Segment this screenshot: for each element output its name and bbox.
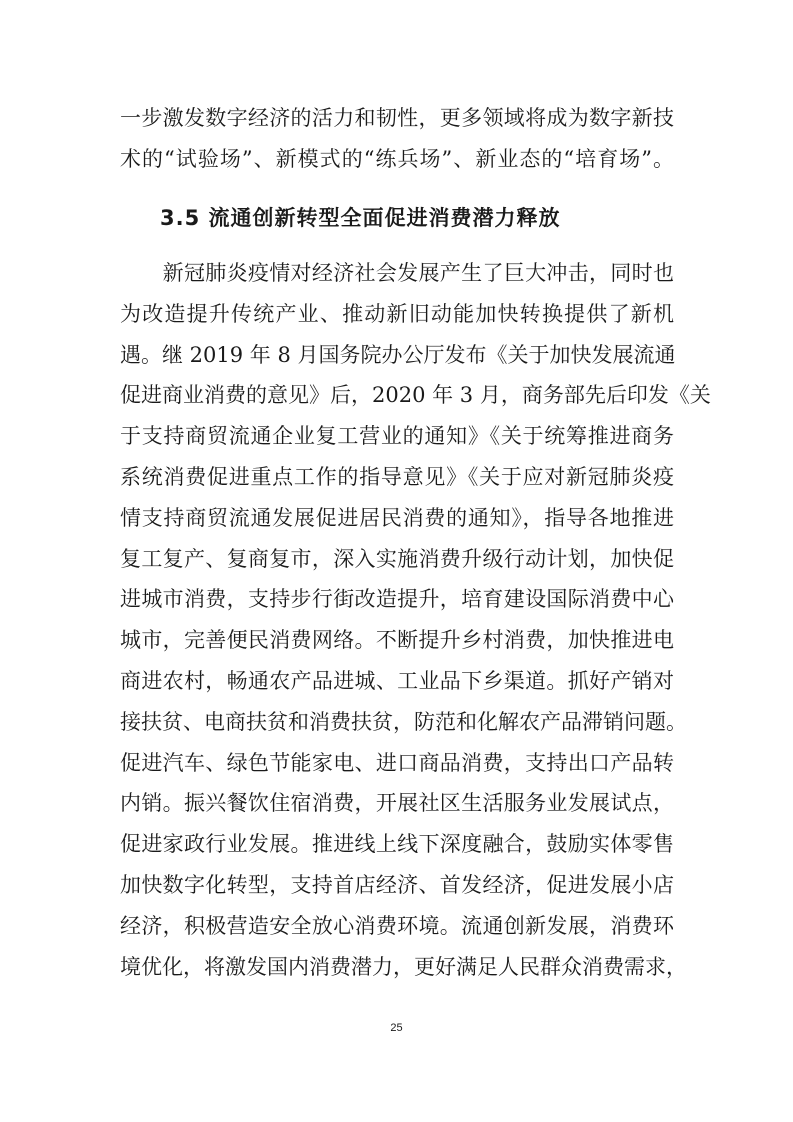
section-heading: 3.5 流通创新转型全面促进消费潜力释放 <box>160 206 561 230</box>
body-text-line: 加快数字化转型，支持首店经济、首发经济，促进发展小店 <box>120 873 674 897</box>
body-text-line: 遇。继 2019 年 8 月国务院办公厅发布《关于加快发展流通 <box>120 342 676 367</box>
page-number: 25 <box>390 1022 403 1034</box>
body-text-line: 情支持商贸流通发展促进居民消费的通知》，指导各地推进 <box>120 505 674 530</box>
body-text-line: 术的“试验场”、新模式的“练兵场”、新业态的“培育场”。 <box>120 147 674 171</box>
body-text-line: 促进汽车、绿色节能家电、进口商品消费，支持出口产品转 <box>120 750 674 775</box>
body-text-line: 一步激发数字经济的活力和韧性，更多领域将成为数字新技 <box>120 106 674 130</box>
body-text-line: 促进家政行业发展。推进线上线下深度融合，鼓励实体零售 <box>120 832 674 857</box>
body-text-line: 复工复产、复商复市，深入实施消费升级行动计划，加快促 <box>120 546 674 571</box>
body-text-line: 系统消费促进重点工作的指导意见》《关于应对新冠肺炎疫 <box>120 465 674 489</box>
body-text-line: 城市，完善便民消费网络。不断提升乡村消费，加快推进电 <box>120 628 674 653</box>
body-text-line: 境优化，将激发国内消费潜力，更好满足人民群众消费需求， <box>120 954 687 979</box>
body-text-line: 新冠肺炎疫情对经济社会发展产生了巨大冲击，同时也 <box>120 261 674 285</box>
body-text-line: 进城市消费，支持步行街改造提升，培育建设国际消费中心 <box>120 587 674 612</box>
body-text-line: 经济，积极营造安全放心消费环境。流通创新发展，消费环 <box>120 913 674 938</box>
body-text-line: 为改造提升传统产业、推动新旧动能加快转换提供了新机 <box>120 301 674 326</box>
body-text-line: 促进商业消费的意见》后，2020 年 3 月，商务部先后印发《关 <box>120 383 711 408</box>
body-text-line: 商进农村，畅通农产品进城、工业品下乡渠道。抓好产销对 <box>120 669 674 693</box>
body-text-line: 内销。振兴餐饮住宿消费，开展社区生活服务业发展试点， <box>120 791 674 816</box>
body-text-line: 于支持商贸流通企业复工营业的通知》《关于统筹推进商务 <box>120 424 674 449</box>
body-text-line: 接扶贫、电商扶贫和消费扶贫，防范和化解农产品滞销问题。 <box>120 709 687 734</box>
